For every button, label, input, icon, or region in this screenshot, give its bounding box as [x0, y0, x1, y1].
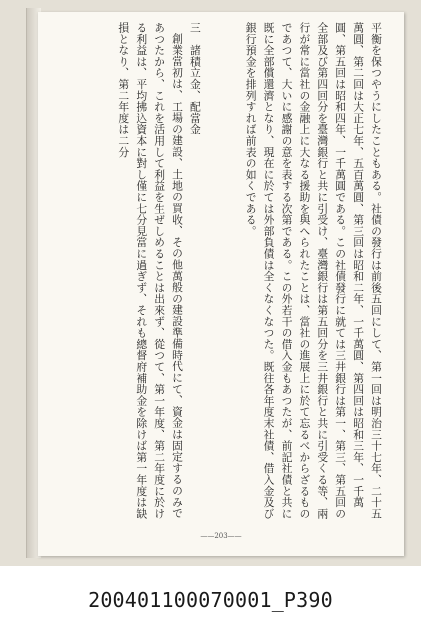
book-page [38, 12, 404, 556]
paragraph-bond-issues: 平衡を保つやうにしたこともある。社債の發行は前後五回にして、第一回は明治三十七年、二十五萬圓、第二回は大正七年、五百萬圓、第三回は昭和二年、一千萬圓、第四回は昭和三年、一千萬圓、第五回は昭和四年、一千萬圓である。この社債發行に就ては三井銀行は第一、第三、第五回の全部及び第四回分を臺灣銀行と共に引受け、臺灣銀行は第五回分を三井銀行と共に引受くる等、兩行が常に當社の金融上に大なる援助を與へられたことは、當社の進展上に於て忘るべからざるものであつて、大いに感謝の意を表する次第である。この外若干の借入金もあつたが、前記社債と共に既に全部償還濟となり、現在に於ては外部負債は全くなくなつた。既往各年度末社債、借入金及び銀行預金を排列すれば前表の如くである。 [244, 22, 383, 520]
section-heading: 三 諸積立金、配當金 [188, 22, 202, 135]
vertical-text-block [93, 22, 385, 525]
page-number: ——203—— [200, 532, 242, 540]
file-id-caption: 200401100070001_P390 [88, 588, 333, 612]
paragraph-founding-period: 創業當初は、工場の建設、土地の買收、その他萬般の建設準備時代にて、資金は固定するのみであつたから、これを活用して利益を生ぜしめることは出來ず、從つて、第一年度、第二年度に於ける利益は、平均拂込資本に對し僅に七分見當に過ぎず、それも總督府補助金を除けば第一年度は缺損となり、第二年度は二分 [117, 22, 185, 520]
